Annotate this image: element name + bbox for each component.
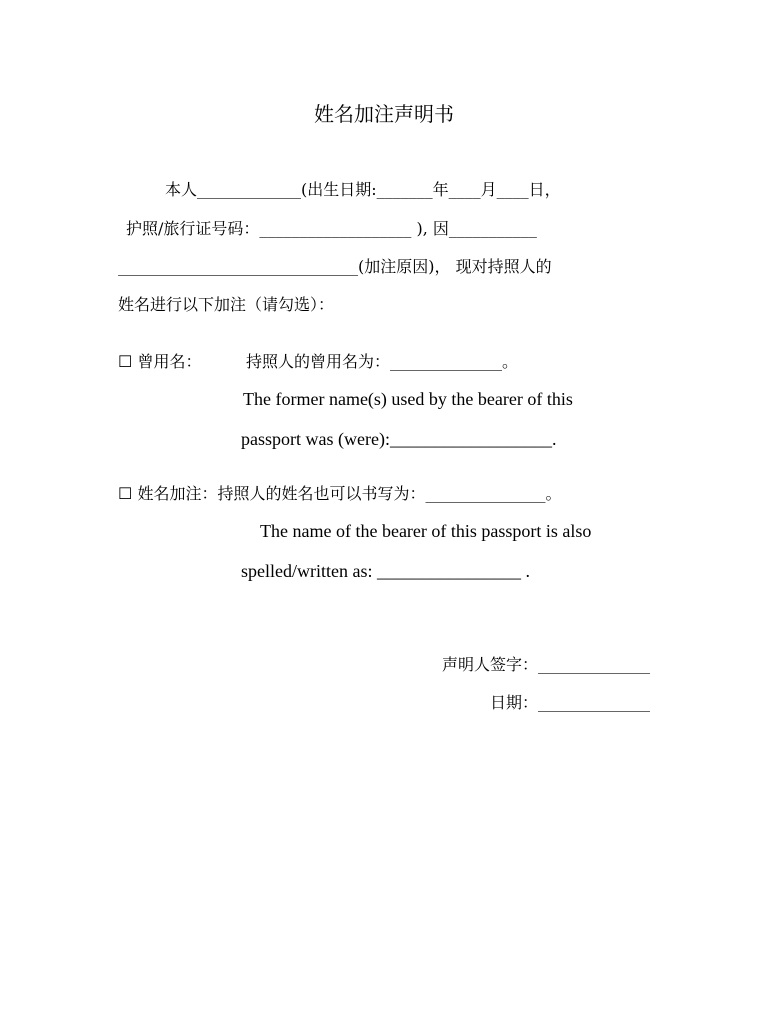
alias-zh: 持照人的姓名也可以书写为：_______________。	[217, 484, 562, 503]
former-name-option[interactable]	[118, 352, 201, 372]
former-name-zh: 持照人的曾用名为：______________。	[246, 352, 519, 371]
alias-en-line-2: spelled/written as: ________________ .	[241, 561, 530, 581]
former-name-en-line-2: passport was (were):__________________.	[241, 429, 557, 449]
former-name-en-line-1: The former name(s) used by the bearer of this	[243, 389, 573, 409]
alias-checkbox[interactable]: ☐	[118, 484, 133, 503]
intro-line-2: 护照/旅行证号码：___________________ ), 因___________	[126, 219, 537, 238]
former-name-label: 曾用名：	[137, 352, 202, 371]
alias-en-line-1: The name of the bearer of this passport is also	[260, 521, 592, 541]
intro-line-1: 本人_____________(出生日期:_______年____月____日，	[165, 180, 561, 199]
alias-option[interactable]	[118, 484, 561, 504]
page-title: 姓名加注声明书	[314, 102, 454, 126]
former-name-checkbox[interactable]: ☐	[118, 352, 133, 371]
intro-line-4: 姓名进行以下加注（请勾选）：	[118, 295, 335, 314]
signer-signature-line: 声明人签字：______________	[441, 655, 650, 674]
intro-line-3: ______________________________(加注原因)， 现对持照人的	[118, 257, 552, 276]
alias-label: 姓名加注：	[137, 484, 218, 503]
signature-date-line: 日期：______________	[489, 693, 650, 712]
